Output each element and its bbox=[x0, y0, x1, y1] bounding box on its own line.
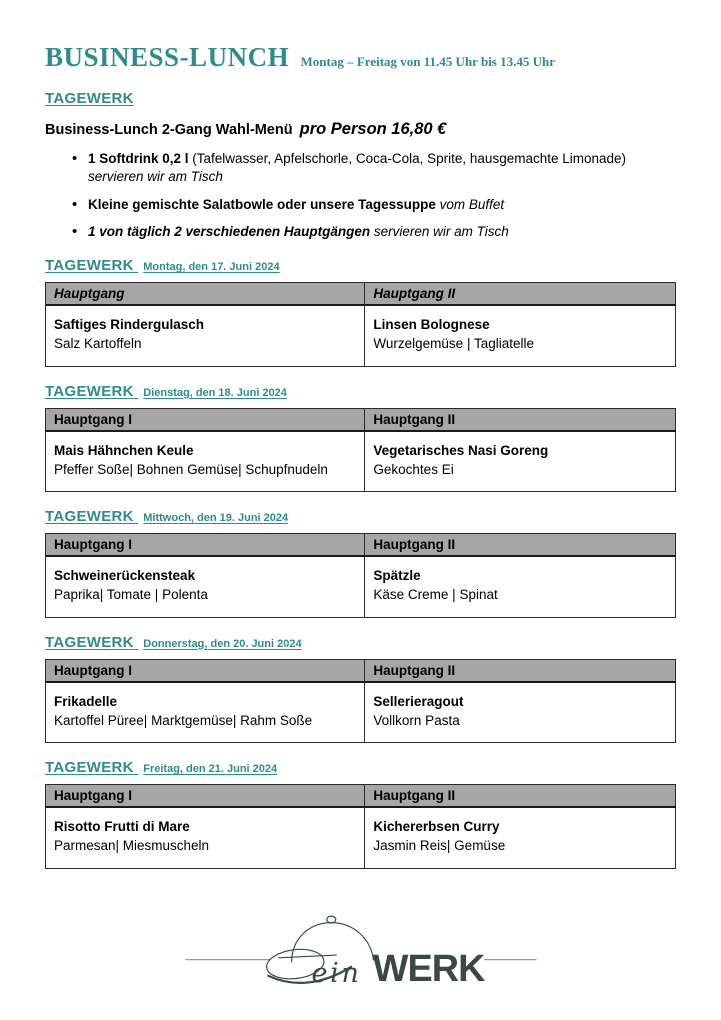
dish-cell bbox=[365, 682, 676, 743]
menu-table-donnerstag bbox=[45, 659, 676, 744]
menu-table-montag bbox=[45, 282, 676, 367]
dish-cell bbox=[46, 431, 365, 492]
bullet-softdrink-bold: 1 Softdrink 0,2 l bbox=[88, 151, 189, 166]
dish-cell bbox=[46, 305, 365, 366]
day-heading-donnerstag bbox=[45, 634, 302, 652]
col-header-hauptgang-2: Hauptgang II bbox=[365, 283, 676, 306]
col-header-hauptgang-1: Hauptgang bbox=[46, 283, 365, 306]
dish-title: Linsen Bolognese bbox=[373, 317, 490, 333]
day-heading-label: TAGEWERK bbox=[45, 257, 134, 275]
bullet-salad-note: vom Buffet bbox=[439, 196, 505, 212]
dish-desc: Gekochtes Ei bbox=[373, 461, 454, 477]
day-heading-date: Montag, den 17. Juni 2024 bbox=[143, 261, 280, 274]
table-row bbox=[46, 807, 676, 868]
page-subtitle: Montag – Freitag von 11.45 Uhr bis 13.45 Uhr bbox=[300, 54, 556, 69]
dish-desc: Käse Creme | Spinat bbox=[373, 587, 498, 603]
day-heading-freitag bbox=[45, 759, 277, 777]
day-heading-dienstag bbox=[45, 383, 287, 401]
table-row bbox=[46, 556, 676, 617]
dish-cell bbox=[365, 556, 676, 617]
dish-title: Kichererbsen Curry bbox=[373, 819, 500, 835]
day-section-freitag bbox=[45, 759, 676, 869]
page-title: BUSINESS-LUNCH bbox=[45, 42, 290, 72]
bullet-main-note: servieren wir am Tisch bbox=[373, 224, 509, 240]
footer-logo-area bbox=[45, 911, 676, 1001]
day-heading-label: TAGEWERK bbox=[45, 508, 134, 526]
dish-title: Risotto Frutti di Mare bbox=[54, 819, 190, 835]
dish-desc: Jasmin Reis| Gemüse bbox=[373, 838, 506, 854]
dish-desc: Paprika| Tomate | Polenta bbox=[54, 587, 208, 603]
dish-title: Spätzle bbox=[373, 568, 421, 584]
menu-table-mittwoch bbox=[45, 533, 676, 618]
day-heading-label: TAGEWERK bbox=[45, 633, 134, 651]
dish-desc: Vollkorn Pasta bbox=[373, 712, 460, 728]
dish-title: Mais Hähnchen Keule bbox=[54, 442, 194, 458]
dish-desc: Parmesan| Miesmuscheln bbox=[54, 838, 210, 854]
offer-price: pro Person 16,80 € bbox=[299, 120, 447, 138]
col-header-hauptgang-2: Hauptgang II bbox=[365, 785, 676, 808]
menu-table-freitag bbox=[45, 784, 676, 869]
day-section-donnerstag bbox=[45, 634, 676, 744]
day-heading-label: TAGEWERK bbox=[45, 759, 134, 777]
dish-title: Sellerieragout bbox=[373, 693, 464, 709]
bullet-softdrink bbox=[88, 150, 676, 186]
dish-title: Saftiges Rindergulasch bbox=[54, 317, 205, 333]
day-heading-date: Dienstag, den 18. Juni 2024 bbox=[143, 386, 287, 399]
bullet-main-course bbox=[88, 223, 676, 241]
document-title bbox=[45, 42, 676, 73]
bullet-salad-soup bbox=[88, 196, 676, 214]
feinwerk-logo bbox=[185, 911, 537, 1001]
intro-heading: TAGEWERK bbox=[45, 90, 134, 107]
col-header-hauptgang-1: Hauptgang I bbox=[46, 534, 365, 557]
dish-title: Frikadelle bbox=[54, 693, 118, 709]
logo-word-text: WERK bbox=[372, 947, 485, 990]
col-header-hauptgang-2: Hauptgang II bbox=[365, 408, 676, 431]
offer-bullet-list bbox=[45, 150, 676, 241]
dish-desc: Kartoffel Püree| Marktgemüse| Rahm Soße bbox=[54, 712, 313, 728]
day-section-mittwoch bbox=[45, 508, 676, 618]
col-header-hauptgang-1: Hauptgang I bbox=[46, 659, 365, 682]
bullet-salad-bold: Kleine gemischte Salatbowle oder unsere Tagessuppe bbox=[88, 196, 436, 212]
day-heading-date: Freitag, den 21. Juni 2024 bbox=[143, 763, 278, 776]
day-heading-date: Donnerstag, den 20. Juni 2024 bbox=[143, 637, 302, 650]
table-row bbox=[46, 431, 676, 492]
dish-cell bbox=[365, 431, 676, 492]
col-header-hauptgang-1: Hauptgang I bbox=[46, 785, 365, 808]
logo-script-text: ein bbox=[311, 957, 362, 989]
table-row bbox=[46, 305, 676, 366]
bullet-main-bold-italic: 1 von täglich 2 verschiedenen Hauptgängen bbox=[88, 224, 371, 240]
dish-desc: Wurzelgemüse | Tagliatelle bbox=[373, 336, 534, 352]
day-heading-label: TAGEWERK bbox=[45, 382, 134, 400]
table-row bbox=[46, 682, 676, 743]
dish-cell bbox=[365, 305, 676, 366]
dish-cell bbox=[365, 807, 676, 868]
day-heading-mittwoch bbox=[45, 508, 288, 526]
cloche-knob-icon bbox=[326, 916, 335, 923]
dish-cell bbox=[46, 682, 365, 743]
day-section-montag bbox=[45, 257, 676, 367]
dish-title: Vegetarisches Nasi Goreng bbox=[373, 442, 549, 458]
bullet-softdrink-note: servieren wir am Tisch bbox=[88, 168, 223, 184]
dish-desc: Pfeffer Soße| Bohnen Gemüse| Schupfnudeln bbox=[54, 461, 328, 477]
col-header-hauptgang-2: Hauptgang II bbox=[365, 659, 676, 682]
menu-table-dienstag bbox=[45, 408, 676, 493]
offer-text: Business-Lunch 2-Gang Wahl-Menü bbox=[45, 122, 293, 138]
day-heading-date: Mittwoch, den 19. Juni 2024 bbox=[143, 512, 289, 525]
dish-desc: Salz Kartoffeln bbox=[54, 336, 142, 352]
col-header-hauptgang-1: Hauptgang I bbox=[46, 408, 365, 431]
day-section-dienstag bbox=[45, 383, 676, 493]
offer-line bbox=[45, 120, 676, 139]
dish-cell bbox=[46, 556, 365, 617]
bullet-softdrink-detail: (Tafelwasser, Apfelschorle, Coca-Cola, Sprite, hausgemachte Limonade) bbox=[192, 151, 627, 166]
dish-cell bbox=[46, 807, 365, 868]
dish-title: Schweinerückensteak bbox=[54, 568, 196, 584]
day-heading-montag bbox=[45, 257, 280, 275]
col-header-hauptgang-2: Hauptgang II bbox=[365, 534, 676, 557]
